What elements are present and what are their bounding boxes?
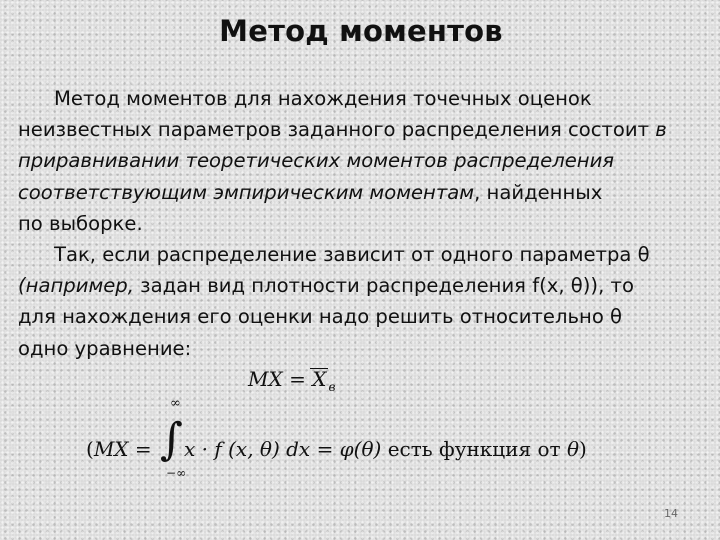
paragraph2-line2: (например, задан вид плотности распределения f(x, θ)), то <box>18 274 634 298</box>
equation-moment-estimate: MX = X $_в$ <box>248 367 336 394</box>
equation-integral-expectation: (MX = ∫ ∞ −∞ x · f (x, θ) dx = φ(θ) есть функция от θ) <box>86 396 587 480</box>
paragraph1-line1: Метод моментов для нахождения точечных оценок <box>54 87 592 110</box>
paragraph1-line2: неизвестных параметров заданного распределения состоит в <box>18 118 667 142</box>
paragraph2-line3: для нахождения его оценки надо решить относительно θ <box>18 305 623 329</box>
page-number: 14 <box>664 507 678 520</box>
slide-body <box>18 83 718 364</box>
paragraph1-line4: соответствующим эмпирическим моментам, найденных <box>18 180 603 204</box>
paragraph2-line1: Так, если распределение зависит от одного параметра θ <box>54 243 650 267</box>
paragraph1-line3: приравнивании теоретических моментов распределения <box>18 149 615 173</box>
paragraph1-line5: по выборке. <box>18 211 143 235</box>
paragraph2-line4: одно уравнение: <box>18 336 192 360</box>
integral-sign: ∫ ∞ −∞ <box>160 396 187 480</box>
slide-title: Метод моментов <box>219 14 503 48</box>
